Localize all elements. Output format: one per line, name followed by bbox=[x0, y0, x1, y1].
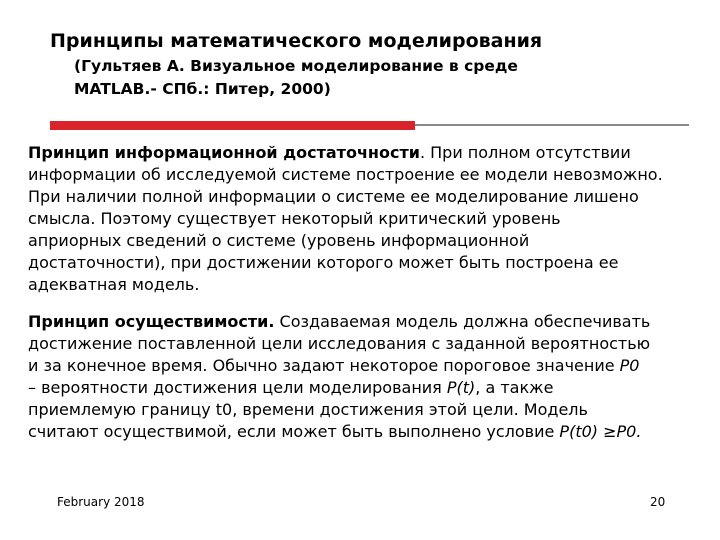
paragraph-line: смысла. Поэтому существует некоторый критический уровень bbox=[28, 209, 561, 228]
formula-variable: P0 bbox=[619, 356, 640, 375]
paragraph-text: . При полном отсутствии bbox=[419, 143, 631, 162]
paragraph-line: При наличии полной информации о системе ее моделирование лишено bbox=[28, 187, 639, 206]
principle-heading: Принцип информационной достаточности bbox=[28, 143, 420, 162]
paragraph-information-sufficiency bbox=[28, 142, 718, 296]
paragraph-text: и за конечное время. Обычно задают некоторое пороговое значение bbox=[28, 356, 620, 375]
slide-subtitle bbox=[74, 55, 518, 101]
red-accent-bar bbox=[50, 121, 415, 130]
paragraph-text: , а также bbox=[475, 378, 554, 397]
paragraph-line bbox=[28, 421, 718, 443]
formula-variable: P(t) bbox=[446, 378, 476, 397]
paragraph-line bbox=[28, 377, 718, 399]
formula-operator: ≥ bbox=[598, 422, 617, 441]
paragraph-text: Создаваемая модель должна обеспечивать bbox=[274, 312, 651, 331]
paragraph-line bbox=[28, 355, 718, 377]
paragraph-line: априорных сведений о системе (уровень информационной bbox=[28, 231, 530, 250]
paragraph-line bbox=[28, 311, 718, 333]
paragraph-line: достаточности), при достижении которого может быть построена ее bbox=[28, 253, 619, 272]
paragraph-line: приемлемую границу t0, времени достижения этой цели. Модель bbox=[28, 400, 588, 419]
paragraph-text: считают осуществимой, если может быть выполнено условие bbox=[28, 422, 560, 441]
paragraph-text: – вероятности достижения цели моделирования bbox=[28, 378, 447, 397]
subtitle-line: (Гультяев А. Визуальное моделирование в среде bbox=[74, 57, 518, 75]
formula-variable: P0. bbox=[616, 422, 642, 441]
principle-heading: Принцип осуществимости. bbox=[28, 312, 275, 331]
paragraph-line: достижение поставленной цели исследования с заданной вероятностью bbox=[28, 334, 651, 353]
paragraph-line: адекватная модель. bbox=[28, 275, 200, 294]
subtitle-line: MATLAB.- СПб.: Питер, 2000) bbox=[74, 80, 331, 98]
slide-title: Принципы математического моделирования bbox=[50, 30, 543, 52]
page-number: 20 bbox=[650, 495, 666, 509]
formula-variable: P(t0) bbox=[559, 422, 599, 441]
paragraph-line: информации об исследуемой системе построение ее модели невозможно. bbox=[28, 165, 663, 184]
paragraph-feasibility bbox=[28, 311, 718, 443]
paragraph-line bbox=[28, 142, 718, 164]
gray-rule-line bbox=[415, 124, 689, 126]
footer-date: February 2018 bbox=[57, 495, 145, 509]
